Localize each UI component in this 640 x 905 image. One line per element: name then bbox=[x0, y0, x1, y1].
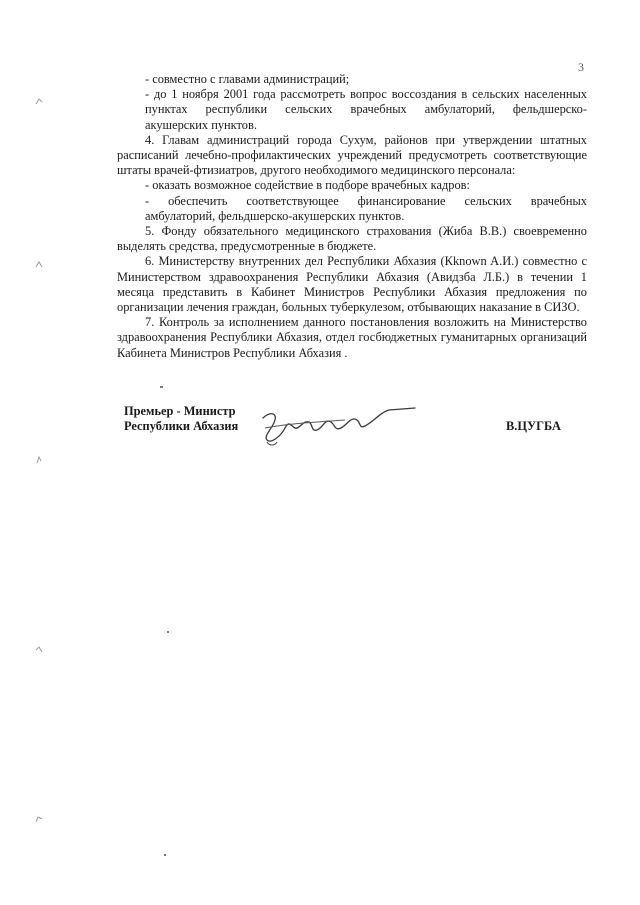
list-item: - до 1 ноября 2001 года рассмотреть вопрос воссоздания в сельских населенных bbox=[145, 87, 587, 102]
paragraph-4: 4. Главам администраций города Сухум, районов при утверждении штатных расписаний лечебно-профилактических учреждений предусмотреть соответствующие штаты врачей-фтизиатров, другого необходимого медицинского персонала: bbox=[117, 132, 587, 178]
scan-speck bbox=[160, 386, 163, 388]
list-item-continuation: пунктах республики сельских врачебных амбулаторий, фельдшерско- bbox=[145, 102, 587, 117]
margin-mark bbox=[34, 455, 44, 465]
margin-mark bbox=[34, 96, 44, 106]
handwritten-signature bbox=[255, 398, 420, 450]
paragraph-7: 7. Контроль за исполнением данного постановления возложить на Министерство здравоохранения Республики Абхазия, отдел госбюджетных гуманитарных организаций Кабинета Министров Республики Абхазия . bbox=[117, 315, 587, 360]
scan-speck bbox=[164, 854, 166, 856]
list-item: - оказать возможное содействие в подборе врачебных кадров: bbox=[145, 178, 470, 193]
paragraph-6: 6. Министерству внутренних дел Республики Абхазия (Кknown A.И.) совместно с Министерством здравоохранения Республики Абхазия (Авидзба Л.Б.) в течении 1 месяца представить в Кабинет Министров Республики Абхазия предложения по организации лечения граждан, больных туберкулезом, отбывающих наказание в СИЗО. bbox=[117, 254, 587, 315]
document-body bbox=[117, 72, 587, 361]
scan-speck bbox=[167, 631, 169, 633]
margin-mark bbox=[34, 260, 44, 270]
list-item: - совместно с главами администраций; bbox=[145, 72, 350, 86]
page-number: 3 bbox=[578, 60, 584, 74]
signatory-title-line-1: Премьер - Министр bbox=[124, 404, 236, 418]
list-item-continuation: амбулаторий, фельдшерско-акушерских пунктов. bbox=[145, 208, 405, 223]
margin-mark bbox=[34, 814, 44, 824]
signatory-title-line-2: Республики Абхазия bbox=[124, 419, 239, 433]
signatory-name: В.ЦУГБА bbox=[506, 419, 561, 433]
list-item: - обеспечить соответствующее финансирование сельских врачебных bbox=[145, 193, 587, 208]
signatory-title bbox=[124, 404, 238, 434]
list-item-continuation: акушерских пунктов. bbox=[145, 117, 257, 132]
paragraph-5: 5. Фонду обязательного медицинского страхования (Жиба В.В.) своевременно выделять средства, предусмотренные в бюджете. bbox=[117, 224, 587, 254]
margin-mark bbox=[34, 644, 44, 654]
